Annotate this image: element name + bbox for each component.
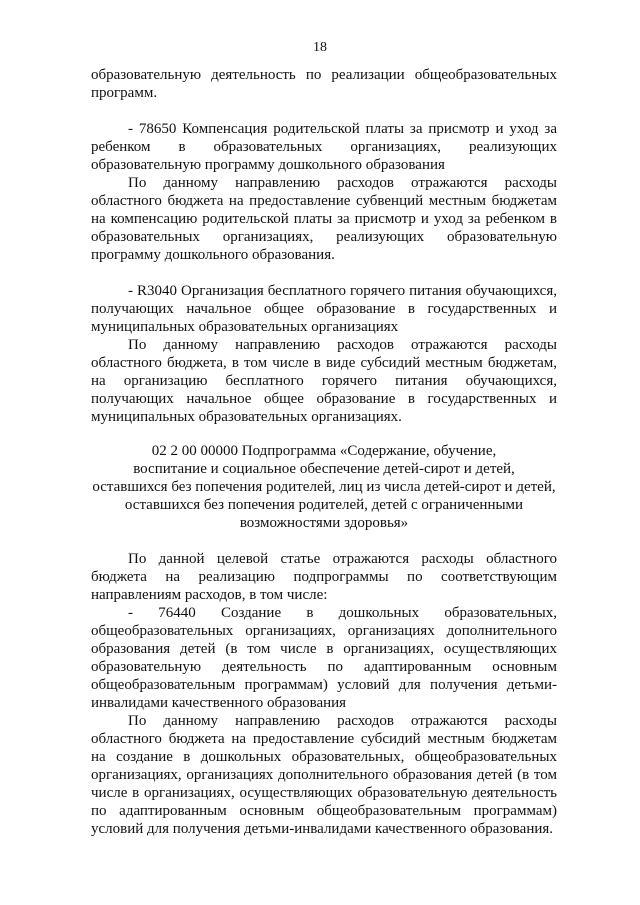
subprogram-intro: По данной целевой статье отражаются расходы областного бюджета на реализацию подпрограммы по соответствующим направлениям расходов, в том числе:: [91, 551, 557, 603]
page-number: 18: [313, 40, 327, 55]
item-r3040-title: - R3040 Организация бесплатного горячего питания обучающихся, получающих начальное общее образование в государственных и муниципальных образовательных организациях: [91, 283, 557, 335]
heading-line: воспитание и социальное обеспечение детей-сирот и детей,: [133, 461, 515, 477]
item-r3040-description: По данному направлению расходов отражаются расходы областного бюджета, в том числе в виде субсидий местным бюджетам, на организацию бесплатного горячего питания обучающихся, получающих начальное общее образование в государственных и муниципальных образовательных организациях.: [91, 337, 557, 425]
item-76440-description: По данному направлению расходов отражаются расходы областного бюджета на предоставление субсидий местным бюджетам на создание в дошкольных образовательных, общеобразовательных организациях, организациях дополнительного образования детей (в том числе в организациях, осуществляющих образовательную деятельность по адаптированным основным общеобразовательным программам) условий для получения детьми-инвалидами качественного образования.: [91, 713, 557, 837]
heading-line: 02 2 00 00000 Подпрограмма «Содержание, обучение,: [151, 443, 497, 459]
heading-line: оставшихся без попечения родителей, лиц из числа детей-сирот и детей,: [92, 479, 556, 495]
item-76440-title: - 76440 Создание в дошкольных образовательных, общеобразовательных организациях, организациях дополнительного образования детей (в том числе в организациях, осуществляющих образовательную деятельность по адаптированным основным общеобразовательным программам) условий для получения детьми-инвалидами качественного образования: [91, 605, 557, 711]
heading-line: оставшихся без попечения родителей, детей с ограниченными: [124, 497, 524, 513]
item-78650-title: - 78650 Компенсация родительской платы за присмотр и уход за ребенком в образовательных организациях, реализующих образовательную программу дошкольного образования: [91, 121, 557, 173]
subprogram-heading: [91, 442, 557, 532]
paragraph-continuation: образовательную деятельность по реализации общеобразовательных программ.: [91, 67, 557, 101]
item-78650-description: По данному направлению расходов отражаются расходы областного бюджета на предоставление субвенций местным бюджетам на компенсацию родительской платы за присмотр и уход за ребенком в образовательных организациях, реализующих образовательную программу дошкольного образования.: [91, 175, 557, 263]
document-body: [91, 66, 557, 838]
heading-line: возможностями здоровья»: [239, 515, 409, 531]
